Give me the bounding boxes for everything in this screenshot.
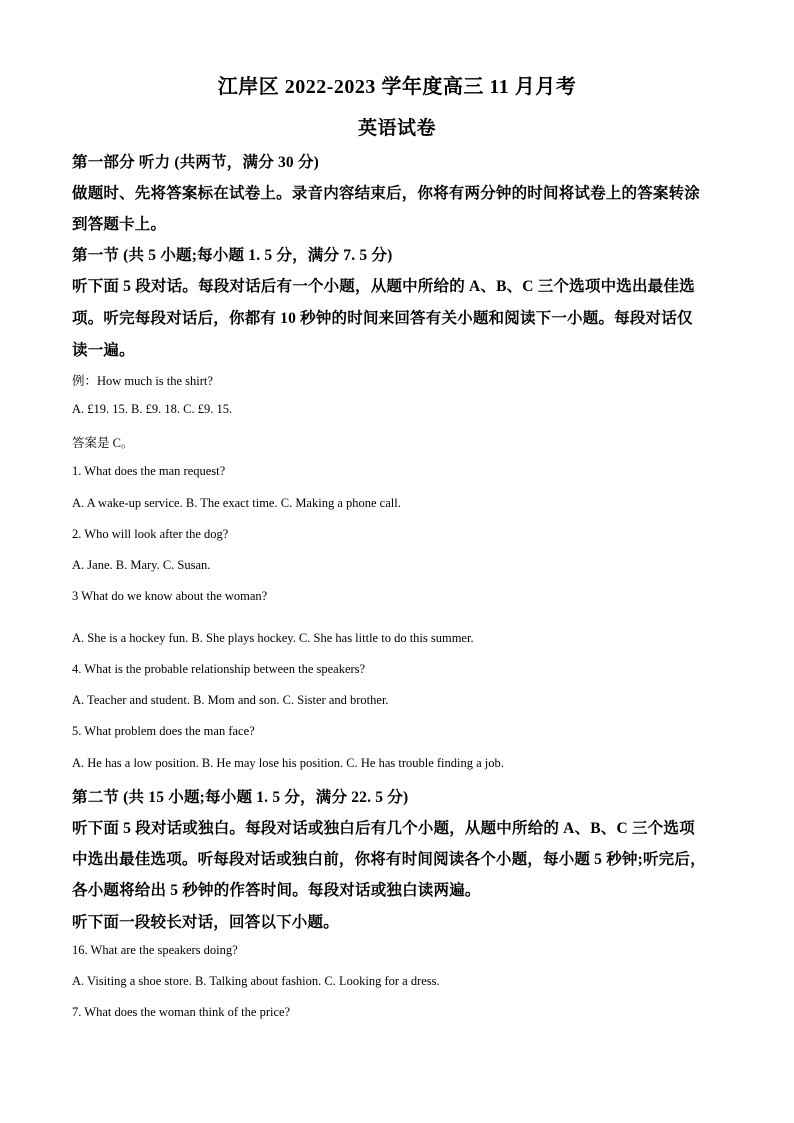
section2-heading: 第二节 (共 15 小题;每小题 1. 5 分，满分 22. 5 分) [72,789,409,806]
section2-instruction-line-2: 中选出最佳选项。听每段对话或独白前，你将有时间阅读各个小题，每小题 5 秒钟;听完后， [72,851,706,868]
part1-instruction-line-1: 做题时、先将答案标在试卷上。录音内容结束后，你将有两分钟的时间将试卷上的答案转涂 [72,185,701,202]
question-3-options: A. She is a hockey fun. B. She plays hockey. C. She has little to do this summer. [72,631,474,645]
example-options: A. £19. 15. B. £9. 18. C. £9. 15. [72,402,233,416]
section1-instruction-line-3: 读一遍。 [72,342,135,359]
question-4-options: A. Teacher and student. B. Mom and son. C. Sister and brother. [72,693,389,707]
section1-heading: 第一节 (共 5 小题;每小题 1. 5 分，满分 7. 5 分) [72,247,393,264]
question-2-options: A. Jane. B. Mary. C. Susan. [72,558,211,572]
question-16: 16. What are the speakers doing? [72,943,238,957]
section2-sub-instruction: 听下面一段较长对话，回答以下小题。 [72,914,339,931]
example-question: 例：How much is the shirt? [72,374,213,388]
question-3: 3 What do we know about the woman? [72,589,268,603]
section1-instruction-line-1: 听下面 5 段对话。每段对话后有一个小题，从题中所给的 A、B、C 三个选项中选出最佳选 [72,278,695,295]
question-1: 1. What does the man request? [72,464,226,478]
question-17: 7. What does the woman think of the price? [72,1005,291,1019]
part1-heading: 第一部分 听力 (共两节，满分 30 分) [72,154,320,171]
example-answer: 答案是 C。 [72,436,134,450]
question-4: 4. What is the probable relationship between the speakers? [72,662,366,676]
question-5-options: A. He has a low position. B. He may lose his position. C. He has trouble finding a job. [72,756,504,770]
question-5: 5. What problem does the man face? [72,724,255,738]
section2-instruction-line-3: 各小题将给出 5 秒钟的作答时间。每段对话或独白读两遍。 [72,882,481,899]
question-2: 2. Who will look after the dog? [72,527,229,541]
section2-instruction-line-1: 听下面 5 段对话或独白。每段对话或独白后有几个小题，从题中所给的 A、B、C 三个选项 [72,820,695,837]
question-16-options: A. Visiting a shoe store. B. Talking about fashion. C. Looking for a dress. [72,974,440,988]
section1-instruction-line-2: 项。听完每段对话后，你都有 10 秒钟的时间来回答有关小题和阅读下一小题。每段对话仅 [72,310,693,327]
part1-instruction-line-2: 到答题卡上。 [72,216,167,233]
exam-subtitle: 英语试卷 [357,118,436,139]
exam-title: 江岸区 2022-2023 学年度高三 11 月月考 [217,76,577,98]
question-1-options: A. A wake-up service. B. The exact time. C. Making a phone call. [72,496,401,510]
